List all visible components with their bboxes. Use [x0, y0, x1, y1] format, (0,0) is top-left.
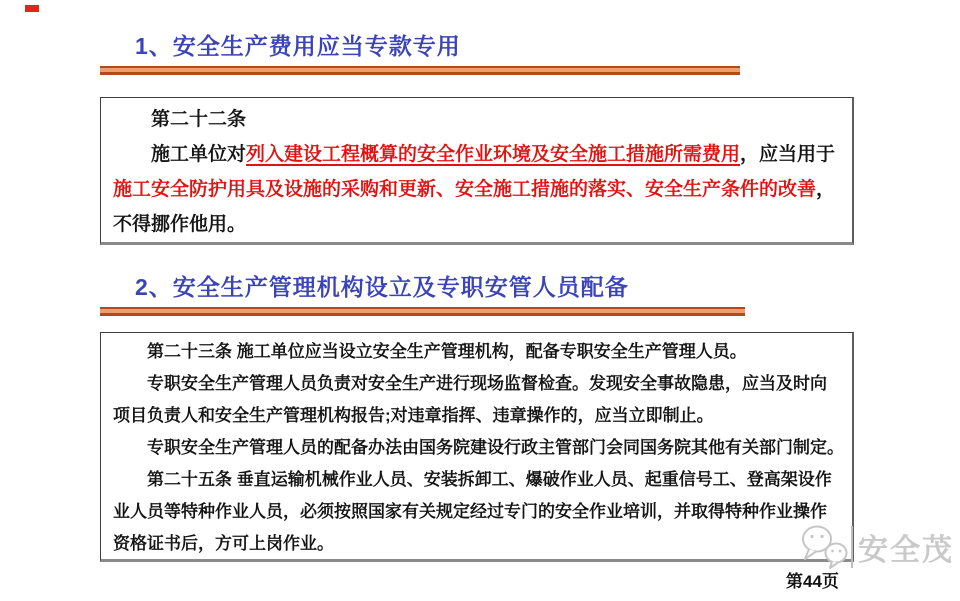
text-line [113, 400, 844, 432]
watermark-text: 安全茂 [858, 534, 954, 567]
text-segment: 项目负责人和安全生产管理机构报告;对违章指挥、违章操作的，应当立即制止。 [113, 406, 714, 425]
page-number: 第44页 [786, 572, 839, 591]
chat-bubbles-icon [799, 522, 849, 572]
divider [100, 307, 745, 316]
text-line [113, 368, 844, 400]
text-segment: 不得挪作他用。 [113, 214, 247, 235]
text-line [113, 172, 840, 207]
text-segment: 专职安全生产管理人员负责对安全生产进行现场监督检查。发现安全事故隐患，应当及时向 [147, 374, 827, 393]
text-segment: 业人员等特种作业人员，必须按照国家有关规定经过专门的安全作业培训，并取得特种作业操作 [113, 502, 827, 521]
text-segment: 第二十三条 施工单位应当设立安全生产管理机构，配备专职安全生产管理人员。 [147, 342, 747, 361]
text-segment: 施工安全防护用具及设施的采购和更新、安全施工措施的落实、安全生产条件的改善 [113, 179, 817, 200]
text-line [113, 496, 844, 528]
text-line [113, 102, 840, 137]
divider [100, 66, 740, 75]
section-title-2: 2、安全生产管理机构设立及专职安管人员配备 [135, 274, 629, 300]
text-line [113, 137, 840, 172]
text-line [113, 207, 840, 242]
text-line [113, 336, 844, 368]
content-box-1 [100, 97, 854, 245]
corner-mark [25, 5, 39, 12]
text-segment: 列入建设工程概算的安全作业环境及安全施工措施所需费用 [246, 144, 741, 165]
text-segment: 资格证书后，方可上岗作业。 [113, 534, 334, 553]
watermark-logo [799, 522, 954, 572]
text-segment: 专职安全生产管理人员的配备办法由国务院建设行政主管部门会同国务院其他有关部门制定。 [147, 438, 844, 457]
text-line [113, 464, 844, 496]
text-segment: 第二十二条 [151, 109, 247, 130]
text-line [113, 432, 844, 464]
text-segment: ， [816, 179, 836, 200]
text-segment: 施工单位对 [151, 144, 247, 165]
text-segment: ，应当用于 [740, 144, 836, 165]
content-box-2 [100, 332, 854, 562]
text-segment: 第二十五条 垂直运输机械作业人员、安装拆卸工、爆破作业人员、起重信号工、登高架设作 [147, 470, 832, 489]
watermark-divider [851, 526, 853, 568]
text-line [113, 528, 844, 560]
section-title-1: 1、安全生产费用应当专款专用 [135, 33, 461, 59]
